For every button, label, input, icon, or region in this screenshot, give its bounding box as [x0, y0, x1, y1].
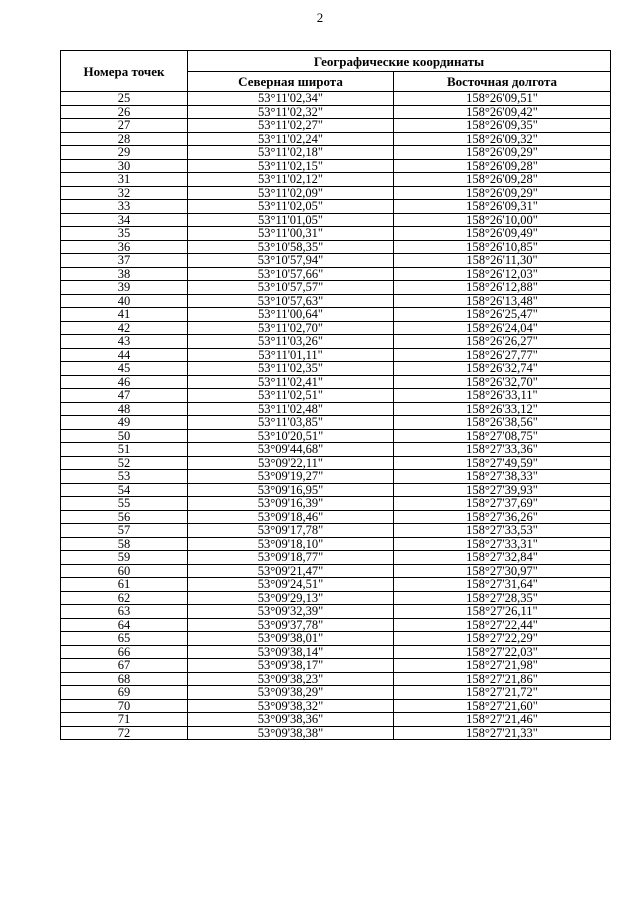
point-number-cell: 50 — [61, 429, 188, 443]
longitude-cell: 158°26'13,48" — [394, 294, 611, 308]
longitude-cell: 158°27'49,59" — [394, 456, 611, 470]
latitude-cell: 53°11'02,05" — [188, 200, 394, 214]
latitude-cell: 53°09'29,13" — [188, 591, 394, 605]
table-row — [61, 146, 611, 160]
latitude-cell: 53°09'38,14" — [188, 645, 394, 659]
table-row — [61, 362, 611, 376]
longitude-cell: 158°26'32,70" — [394, 375, 611, 389]
longitude-cell: 158°27'30,97" — [394, 564, 611, 578]
latitude-cell: 53°10'58,35" — [188, 240, 394, 254]
latitude-cell: 53°09'19,27" — [188, 470, 394, 484]
latitude-cell: 53°09'17,78" — [188, 524, 394, 538]
table-row — [61, 429, 611, 443]
longitude-cell: 158°26'11,30" — [394, 254, 611, 268]
table-row — [61, 578, 611, 592]
point-number-cell: 58 — [61, 537, 188, 551]
longitude-cell: 158°26'09,35" — [394, 119, 611, 133]
point-number-cell: 33 — [61, 200, 188, 214]
longitude-cell: 158°27'21,46" — [394, 713, 611, 727]
point-number-cell: 66 — [61, 645, 188, 659]
latitude-cell: 53°11'00,31" — [188, 227, 394, 241]
table-row — [61, 105, 611, 119]
longitude-cell: 158°26'09,31" — [394, 200, 611, 214]
point-number-cell: 36 — [61, 240, 188, 254]
table-row — [61, 335, 611, 349]
longitude-cell: 158°27'33,36" — [394, 443, 611, 457]
table-row — [61, 321, 611, 335]
table-row — [61, 240, 611, 254]
latitude-cell: 53°09'22,11" — [188, 456, 394, 470]
latitude-cell: 53°11'02,51" — [188, 389, 394, 403]
longitude-cell: 158°26'09,29" — [394, 146, 611, 160]
longitude-cell: 158°26'09,42" — [394, 105, 611, 119]
latitude-cell: 53°11'00,64" — [188, 308, 394, 322]
points-column-header: Номера точек — [61, 51, 188, 92]
geo-coordinates-header: Географические координаты — [188, 51, 611, 72]
longitude-cell: 158°26'09,51" — [394, 92, 611, 106]
table-row — [61, 213, 611, 227]
point-number-cell: 47 — [61, 389, 188, 403]
latitude-cell: 53°11'02,41" — [188, 375, 394, 389]
longitude-cell: 158°26'33,11" — [394, 389, 611, 403]
point-number-cell: 68 — [61, 672, 188, 686]
longitude-cell: 158°26'38,56" — [394, 416, 611, 430]
longitude-cell: 158°27'38,33" — [394, 470, 611, 484]
latitude-cell: 53°09'21,47" — [188, 564, 394, 578]
latitude-cell: 53°09'38,17" — [188, 659, 394, 673]
latitude-cell: 53°09'18,46" — [188, 510, 394, 524]
longitude-cell: 158°27'21,98" — [394, 659, 611, 673]
coordinates-table — [60, 50, 611, 740]
point-number-cell: 52 — [61, 456, 188, 470]
latitude-cell: 53°11'02,35" — [188, 362, 394, 376]
point-number-cell: 71 — [61, 713, 188, 727]
table-row — [61, 645, 611, 659]
table-row — [61, 173, 611, 187]
point-number-cell: 44 — [61, 348, 188, 362]
longitude-cell: 158°26'12,88" — [394, 281, 611, 295]
table-row — [61, 92, 611, 106]
table-row — [61, 686, 611, 700]
table-row — [61, 227, 611, 241]
longitude-cell: 158°26'10,85" — [394, 240, 611, 254]
table-row — [61, 402, 611, 416]
table-row — [61, 159, 611, 173]
longitude-cell: 158°26'10,00" — [394, 213, 611, 227]
table-row — [61, 605, 611, 619]
latitude-cell: 53°11'02,70" — [188, 321, 394, 335]
latitude-cell: 53°11'03,26" — [188, 335, 394, 349]
latitude-cell: 53°11'02,27" — [188, 119, 394, 133]
point-number-cell: 43 — [61, 335, 188, 349]
latitude-cell: 53°11'02,24" — [188, 132, 394, 146]
point-number-cell: 67 — [61, 659, 188, 673]
point-number-cell: 41 — [61, 308, 188, 322]
longitude-cell: 158°26'24,04" — [394, 321, 611, 335]
table-row — [61, 672, 611, 686]
longitude-cell: 158°26'32,74" — [394, 362, 611, 376]
longitude-cell: 158°27'21,33" — [394, 726, 611, 740]
table-header — [61, 51, 611, 92]
point-number-cell: 59 — [61, 551, 188, 565]
longitude-cell: 158°27'08,75" — [394, 429, 611, 443]
table-body — [61, 92, 611, 740]
point-number-cell: 40 — [61, 294, 188, 308]
longitude-cell: 158°26'09,49" — [394, 227, 611, 241]
latitude-cell: 53°10'20,51" — [188, 429, 394, 443]
point-number-cell: 55 — [61, 497, 188, 511]
table-row — [61, 537, 611, 551]
longitude-cell: 158°26'09,29" — [394, 186, 611, 200]
latitude-cell: 53°09'18,10" — [188, 537, 394, 551]
longitude-cell: 158°27'37,69" — [394, 497, 611, 511]
table-row — [61, 281, 611, 295]
point-number-cell: 49 — [61, 416, 188, 430]
latitude-cell: 53°11'02,48" — [188, 402, 394, 416]
table-row — [61, 564, 611, 578]
point-number-cell: 64 — [61, 618, 188, 632]
longitude-cell: 158°27'36,26" — [394, 510, 611, 524]
point-number-cell: 61 — [61, 578, 188, 592]
latitude-cell: 53°09'32,39" — [188, 605, 394, 619]
point-number-cell: 39 — [61, 281, 188, 295]
longitude-cell: 158°27'22,03" — [394, 645, 611, 659]
latitude-cell: 53°10'57,66" — [188, 267, 394, 281]
point-number-cell: 28 — [61, 132, 188, 146]
point-number-cell: 26 — [61, 105, 188, 119]
longitude-cell: 158°26'27,77" — [394, 348, 611, 362]
longitude-cell: 158°27'33,31" — [394, 537, 611, 551]
longitude-cell: 158°26'09,28" — [394, 173, 611, 187]
point-number-cell: 53 — [61, 470, 188, 484]
longitude-cell: 158°27'33,53" — [394, 524, 611, 538]
latitude-cell: 53°11'02,15" — [188, 159, 394, 173]
longitude-cell: 158°27'39,93" — [394, 483, 611, 497]
latitude-column-header: Северная широта — [188, 72, 394, 92]
point-number-cell: 62 — [61, 591, 188, 605]
table-row — [61, 713, 611, 727]
point-number-cell: 37 — [61, 254, 188, 268]
longitude-cell: 158°26'12,03" — [394, 267, 611, 281]
latitude-cell: 53°09'24,51" — [188, 578, 394, 592]
point-number-cell: 32 — [61, 186, 188, 200]
longitude-cell: 158°27'21,60" — [394, 699, 611, 713]
table-row — [61, 483, 611, 497]
latitude-cell: 53°09'38,32" — [188, 699, 394, 713]
table-row — [61, 470, 611, 484]
point-number-cell: 29 — [61, 146, 188, 160]
longitude-cell: 158°26'25,47" — [394, 308, 611, 322]
latitude-cell: 53°09'38,38" — [188, 726, 394, 740]
point-number-cell: 30 — [61, 159, 188, 173]
point-number-cell: 70 — [61, 699, 188, 713]
point-number-cell: 72 — [61, 726, 188, 740]
latitude-cell: 53°11'01,11" — [188, 348, 394, 362]
point-number-cell: 31 — [61, 173, 188, 187]
table-row — [61, 591, 611, 605]
table-row — [61, 200, 611, 214]
point-number-cell: 65 — [61, 632, 188, 646]
latitude-cell: 53°09'16,95" — [188, 483, 394, 497]
latitude-cell: 53°11'02,12" — [188, 173, 394, 187]
longitude-cell: 158°26'09,28" — [394, 159, 611, 173]
latitude-cell: 53°09'37,78" — [188, 618, 394, 632]
latitude-cell: 53°11'02,34" — [188, 92, 394, 106]
table-row — [61, 294, 611, 308]
longitude-cell: 158°27'28,35" — [394, 591, 611, 605]
longitude-cell: 158°27'31,64" — [394, 578, 611, 592]
header-row-top — [61, 51, 611, 72]
page-number: 2 — [316, 10, 324, 25]
longitude-cell: 158°26'09,32" — [394, 132, 611, 146]
latitude-cell: 53°11'02,18" — [188, 146, 394, 160]
table-row — [61, 389, 611, 403]
table-row — [61, 186, 611, 200]
point-number-cell: 69 — [61, 686, 188, 700]
table-row — [61, 443, 611, 457]
latitude-cell: 53°09'44,68" — [188, 443, 394, 457]
point-number-cell: 38 — [61, 267, 188, 281]
latitude-cell: 53°09'38,29" — [188, 686, 394, 700]
latitude-cell: 53°11'02,32" — [188, 105, 394, 119]
table-row — [61, 510, 611, 524]
table-row — [61, 551, 611, 565]
latitude-cell: 53°10'57,94" — [188, 254, 394, 268]
latitude-cell: 53°09'38,23" — [188, 672, 394, 686]
table-row — [61, 699, 611, 713]
latitude-cell: 53°09'18,77" — [188, 551, 394, 565]
latitude-cell: 53°09'38,36" — [188, 713, 394, 727]
point-number-cell: 35 — [61, 227, 188, 241]
longitude-cell: 158°27'21,86" — [394, 672, 611, 686]
latitude-cell: 53°10'57,63" — [188, 294, 394, 308]
table-row — [61, 254, 611, 268]
latitude-cell: 53°11'02,09" — [188, 186, 394, 200]
table-row — [61, 348, 611, 362]
longitude-column-header: Восточная долгота — [394, 72, 611, 92]
latitude-cell: 53°09'38,01" — [188, 632, 394, 646]
longitude-cell: 158°27'26,11" — [394, 605, 611, 619]
point-number-cell: 45 — [61, 362, 188, 376]
point-number-cell: 54 — [61, 483, 188, 497]
latitude-cell: 53°11'01,05" — [188, 213, 394, 227]
table-row — [61, 659, 611, 673]
point-number-cell: 48 — [61, 402, 188, 416]
longitude-cell: 158°27'22,44" — [394, 618, 611, 632]
point-number-cell: 34 — [61, 213, 188, 227]
table-row — [61, 132, 611, 146]
table-row — [61, 726, 611, 740]
table-row — [61, 119, 611, 133]
point-number-cell: 42 — [61, 321, 188, 335]
point-number-cell: 57 — [61, 524, 188, 538]
table-row — [61, 375, 611, 389]
longitude-cell: 158°27'21,72" — [394, 686, 611, 700]
latitude-cell: 53°09'16,39" — [188, 497, 394, 511]
table-row — [61, 524, 611, 538]
table-row — [61, 308, 611, 322]
longitude-cell: 158°27'22,29" — [394, 632, 611, 646]
point-number-cell: 51 — [61, 443, 188, 457]
latitude-cell: 53°10'57,57" — [188, 281, 394, 295]
longitude-cell: 158°27'32,84" — [394, 551, 611, 565]
table-row — [61, 632, 611, 646]
table-row — [61, 267, 611, 281]
table-row — [61, 618, 611, 632]
latitude-cell: 53°11'03,85" — [188, 416, 394, 430]
point-number-cell: 27 — [61, 119, 188, 133]
table-row — [61, 416, 611, 430]
table-row — [61, 456, 611, 470]
point-number-cell: 60 — [61, 564, 188, 578]
point-number-cell: 63 — [61, 605, 188, 619]
table-row — [61, 497, 611, 511]
longitude-cell: 158°26'26,27" — [394, 335, 611, 349]
point-number-cell: 56 — [61, 510, 188, 524]
point-number-cell: 25 — [61, 92, 188, 106]
longitude-cell: 158°26'33,12" — [394, 402, 611, 416]
point-number-cell: 46 — [61, 375, 188, 389]
